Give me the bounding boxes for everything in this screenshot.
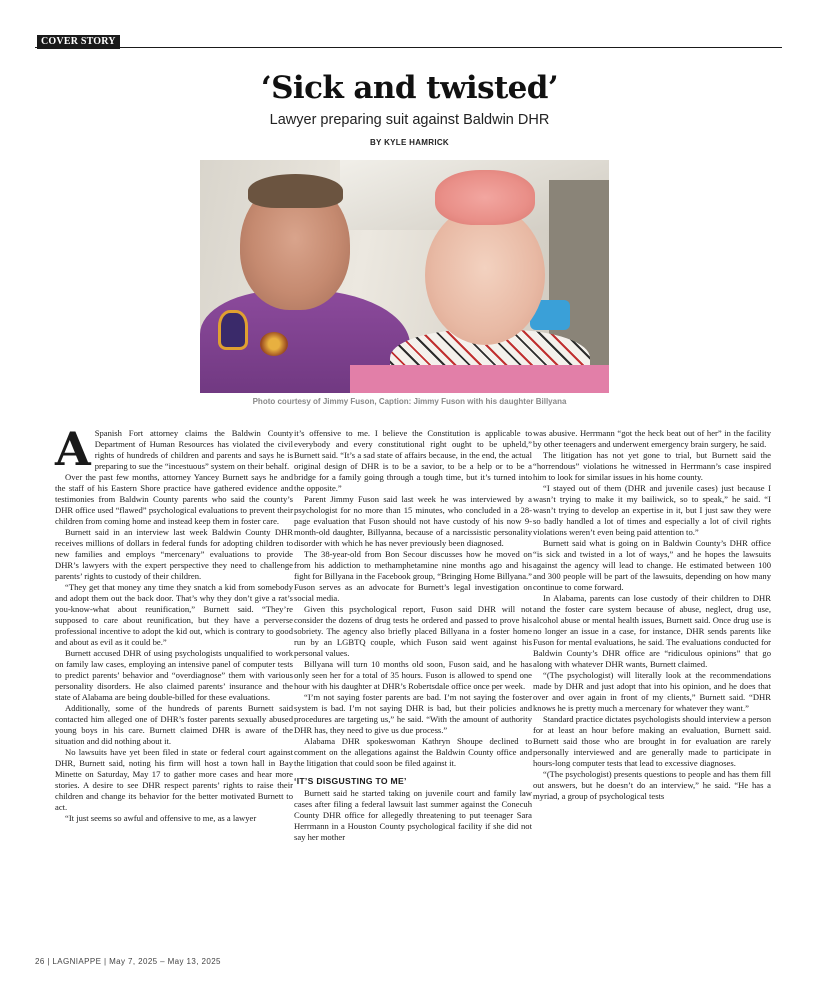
section-tag: COVER STORY bbox=[37, 35, 120, 49]
article-column-2 bbox=[294, 428, 532, 843]
article-photo bbox=[200, 160, 609, 393]
paragraph: “(The psychologist) will literally look at the recommendations made by DHR and just adopt that into his opinion, and he does that over and over again in front of my clients,” Burnett said. “DHR knows he is pretty much a mercenary for whatever they want.” bbox=[533, 670, 771, 713]
deck-subtitle: Lawyer preparing suit against Baldwin DHR bbox=[269, 112, 550, 128]
section-header-bar bbox=[35, 35, 782, 49]
paragraph: was abusive. Herrmann “got the heck beat out of her” in the facility by other teenagers and underwent emergency brain surgery, he said. bbox=[533, 428, 771, 449]
paragraph: Burnett accused DHR of using psychologists unqualified to work on family law cases, employing an intensive panel of computer tests to predict parents’ behavior and “overdiagnose” them with various personality disorders. He also claimed parents’ insurance and the state of Alabama are being double-billed for these evaluations. bbox=[55, 648, 293, 702]
photo-man-hair bbox=[248, 174, 343, 208]
drop-cap: A bbox=[55, 422, 91, 476]
page-footer: 26 | LAGNIAPPE | May 7, 2025 – May 13, 2025 bbox=[35, 957, 221, 966]
article-column-3 bbox=[533, 428, 771, 802]
photo-pink-bow bbox=[435, 170, 535, 225]
paragraph: it’s offensive to me. I believe the Constitution is applicable to everybody and every constitutional right ought to be upheld,” Burnett said. “It’s a sad state of affairs because, in the end, the actual original design of DHR is to be a savior, to be a help or to be a bridge for a family going through a tough time, but it’s turned into the opposite.” bbox=[294, 428, 532, 493]
photo-caption: Photo courtesy of Jimmy Fuson, Caption: Jimmy Fuson with his daughter Billyana bbox=[252, 397, 567, 406]
paragraph: “I stayed out of them (DHR and juvenile cases) just because I wasn’t trying to make it my bailiwick, so to speak,” he said. “I wasn’t trying to develop an expertise in it, but I just saw they were so badly handled a lot of times and especially a lot of civil rights violations weren’t even being paid attention to.” bbox=[533, 483, 771, 537]
byline: BY KYLE HAMRICK bbox=[369, 138, 450, 147]
paragraph: Burnett said in an interview last week Baldwin County DHR receives millions of dollars in federal funds for adopting children to new families and employs “mercenary” evaluations to provide DHR’s lawyers with the expert perspective they need to challenge parents’ rights to custody of their children. bbox=[55, 527, 293, 581]
photo-blanket bbox=[350, 365, 609, 393]
section-rule bbox=[35, 47, 782, 48]
article-subhead: ‘IT’S DISGUSTING TO ME’ bbox=[294, 776, 407, 786]
photo-burger-patch bbox=[260, 332, 288, 356]
paragraph: The litigation has not yet gone to trial, but Burnett said the “horrendous” violations he witnessed in Herrmann’s case inspired him to look for similar issues in his home county. bbox=[533, 450, 771, 482]
paragraph: Over the past few months, attorney Yancey Burnett says he and the staff of his Eastern Shore practice have gathered evidence and testimonies from Baldwin County parents who said the county’s DHR office used “flawed” psychological evaluations to prevent their children from coming home and instead keep them in foster care. bbox=[55, 472, 293, 526]
paragraph: Burnett said what is going on in Baldwin County’s DHR office “is sick and twisted in a lot of ways,” and he hopes the lawsuits against the agency will lead to change. He estimated between 100 and 300 people will be part of the lawsuits, depending on how many continue to come forward. bbox=[533, 538, 771, 592]
paragraph: The 38-year-old from Bon Secour discusses how he moved on from his addiction to methamphetamine nine months ago and his fight for Billyana in the Facebook group, “Bringing Home Billyana.” Fuson serves as an advocate for Burnett’s legal investigation on social media. bbox=[294, 549, 532, 603]
paragraph: Given this psychological report, Fuson said DHR will not consider the dozens of drug tests he ordered and passed to prove his sobriety. The agency also briefly placed Billyana in a foster home run by an LGBTQ couple, which Fuson said went against his personal values. bbox=[294, 604, 532, 658]
paragraph: Spanish Fort attorney claims the Baldwin County Department of Human Resources has violated the civil rights of hundreds of children and parents and says he is preparing to sue the “incestuous” system on their behalf. bbox=[94, 428, 293, 471]
photo-jukebox-patch bbox=[218, 310, 248, 350]
paragraph: Burnett said he started taking on juvenile court and family law cases after filing a federal lawsuit last summer against the Conecuh County DHR office for allegedly threatening to put teenager Sara Herrmann in a Houston County psychological facility if she did not say her mother bbox=[294, 788, 532, 842]
paragraph: “I’m not saying foster parents are bad. I’m not saying the foster system is bad. I’m not saying DHR is bad, but their policies and procedures are targeting us,” he said. “With the amount of authority DHR has, they need to give us due process.” bbox=[294, 692, 532, 735]
paragraph: “They get that money any time they snatch a kid from somebody and adopt them out the back door. That’s why they don’t give a rat’s you-know-what about reunification,” Burnett said. “They’re supposed to care about reunification, but they have a perverse professional incentive to adopt the kid out, which is contrary to good and about as evil as it could be.” bbox=[55, 582, 293, 647]
article-column-1 bbox=[55, 422, 293, 824]
paragraph: Billyana will turn 10 months old soon, Fuson said, and he has only seen her for a total of 35 hours. Fuson is allowed to spend one hour with his daughter at DHR’s Robertsdale office once per week. bbox=[294, 659, 532, 691]
paragraph: Standard practice dictates psychologists should interview a person for at least an hour before making an evaluation, Burnett said. Burnett said those who are brought in for evaluation are rarely personally interviewed and are generally made to participate in hours-long computer tests that lead to excessive diagnoses. bbox=[533, 714, 771, 768]
paragraph: “It just seems so awful and offensive to me, as a lawyer bbox=[65, 813, 257, 823]
paragraph: Parent Jimmy Fuson said last week he was interviewed by a psychologist for no more than 15 minutes, who concluded in a 28-page evaluation that Fuson should not have custody of his now 9-month-old daughter, Billyanna, because of a narcissistic personality disorder with which he has never previously been diagnosed. bbox=[294, 494, 532, 548]
paragraph: Additionally, some of the hundreds of parents Burnett said contacted him alleged one of DHR’s foster parents sexually abused young boys in his care. Burnett claimed DHR is aware of the situation and did nothing about it. bbox=[55, 703, 293, 746]
paragraph: Alabama DHR spokeswoman Kathryn Shoupe declined to comment on the allegations against the Baldwin County office and the litigation that could soon be filed against it. bbox=[294, 736, 532, 768]
photo-baby-face bbox=[425, 205, 545, 345]
paragraph: No lawsuits have yet been filed in state or federal court against DHR, Burnett said, noting his firm will host a town hall in Bay Minette on Saturday, May 17 to gather more cases and hear more stories. A desire to see DHR respect parents’ rights to raise their children and change its behavior for the better motivated Burnett to act. bbox=[55, 747, 293, 812]
headline: ‘Sick and twisted’ bbox=[260, 70, 559, 106]
paragraph: In Alabama, parents can lose custody of their children to DHR and the foster care system because of abuse, neglect, drug use, alcohol abuse or mental health issues, Burnett said. Once drug use is no longer an issue in a case, for instance, DHR sends parents like Fuson for mental evaluations, he said. The evaluations conducted for Baldwin County’s DHR office are “ridiculous opinions” that go along with whatever DHR wants, Burnett claimed. bbox=[533, 593, 771, 669]
paragraph: “(The psychologist) presents questions to people and has them fill out answers, but he doesn’t do an interview,” he said. “He has a myriad, a group of psychological tests bbox=[533, 769, 771, 801]
